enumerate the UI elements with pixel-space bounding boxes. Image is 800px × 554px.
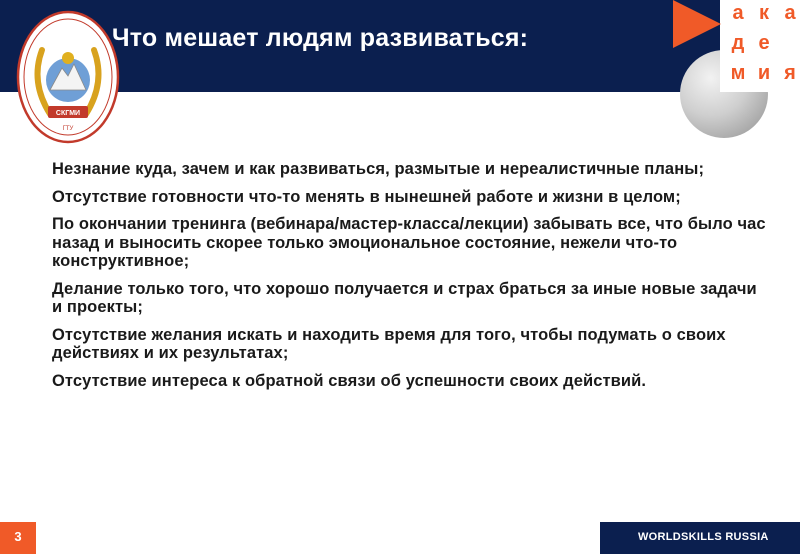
logo-letter: к [758, 2, 769, 24]
list-item [28, 372, 768, 391]
brand-label: WORLDSKILLS RUSSIA [638, 531, 769, 543]
list-item [28, 215, 768, 271]
list-item [28, 280, 768, 317]
logo-letter: м [730, 62, 746, 84]
footer [0, 522, 800, 554]
list-item [28, 326, 768, 363]
logo-letter: и [757, 62, 771, 84]
bullet-text: Отсутствие интереса к обратной связи об успешности своих действий. [52, 371, 647, 390]
page-number: 3 [14, 529, 22, 544]
logo-triangle-icon [673, 0, 721, 48]
logo-letter: я [784, 62, 796, 84]
logo-letter: е [758, 32, 770, 54]
svg-text:СКГМИ: СКГМИ [55, 110, 81, 117]
svg-text:ГТУ: ГТУ [62, 126, 74, 132]
bullet-text: Незнание куда, зачем и как развиваться, размытые и нереалистичные планы; [52, 160, 705, 178]
page-number-badge [0, 522, 36, 554]
academy-logo [720, 0, 800, 92]
bullet-list [28, 160, 768, 399]
bullet-text: Отсутствие желания искать и находить время для того, чтобы подумать о своих действиях и их результатах; [52, 325, 726, 362]
university-emblem-icon [16, 10, 120, 144]
list-item [28, 188, 768, 207]
slide-title: Что мешает людям развиваться: [112, 24, 529, 52]
bullet-text: Делание только того, что хорошо получается и страх браться за иные новые задачи и проекты; [52, 279, 757, 316]
logo-letter: а [732, 2, 744, 24]
list-item [28, 160, 768, 179]
brand-bar [600, 522, 800, 554]
bullet-text: Отсутствие готовности что-то менять в нынешней работе и жизни в целом; [52, 187, 681, 206]
logo-letter: а [784, 2, 796, 24]
bullet-text: По окончании тренинга (вебинара/мастер-класса/лекции) забывать все, что было час назад и выносить скорее только эмоциональное состояние, нежели что-то конструктивное; [52, 215, 766, 270]
logo-letter: д [731, 32, 745, 54]
